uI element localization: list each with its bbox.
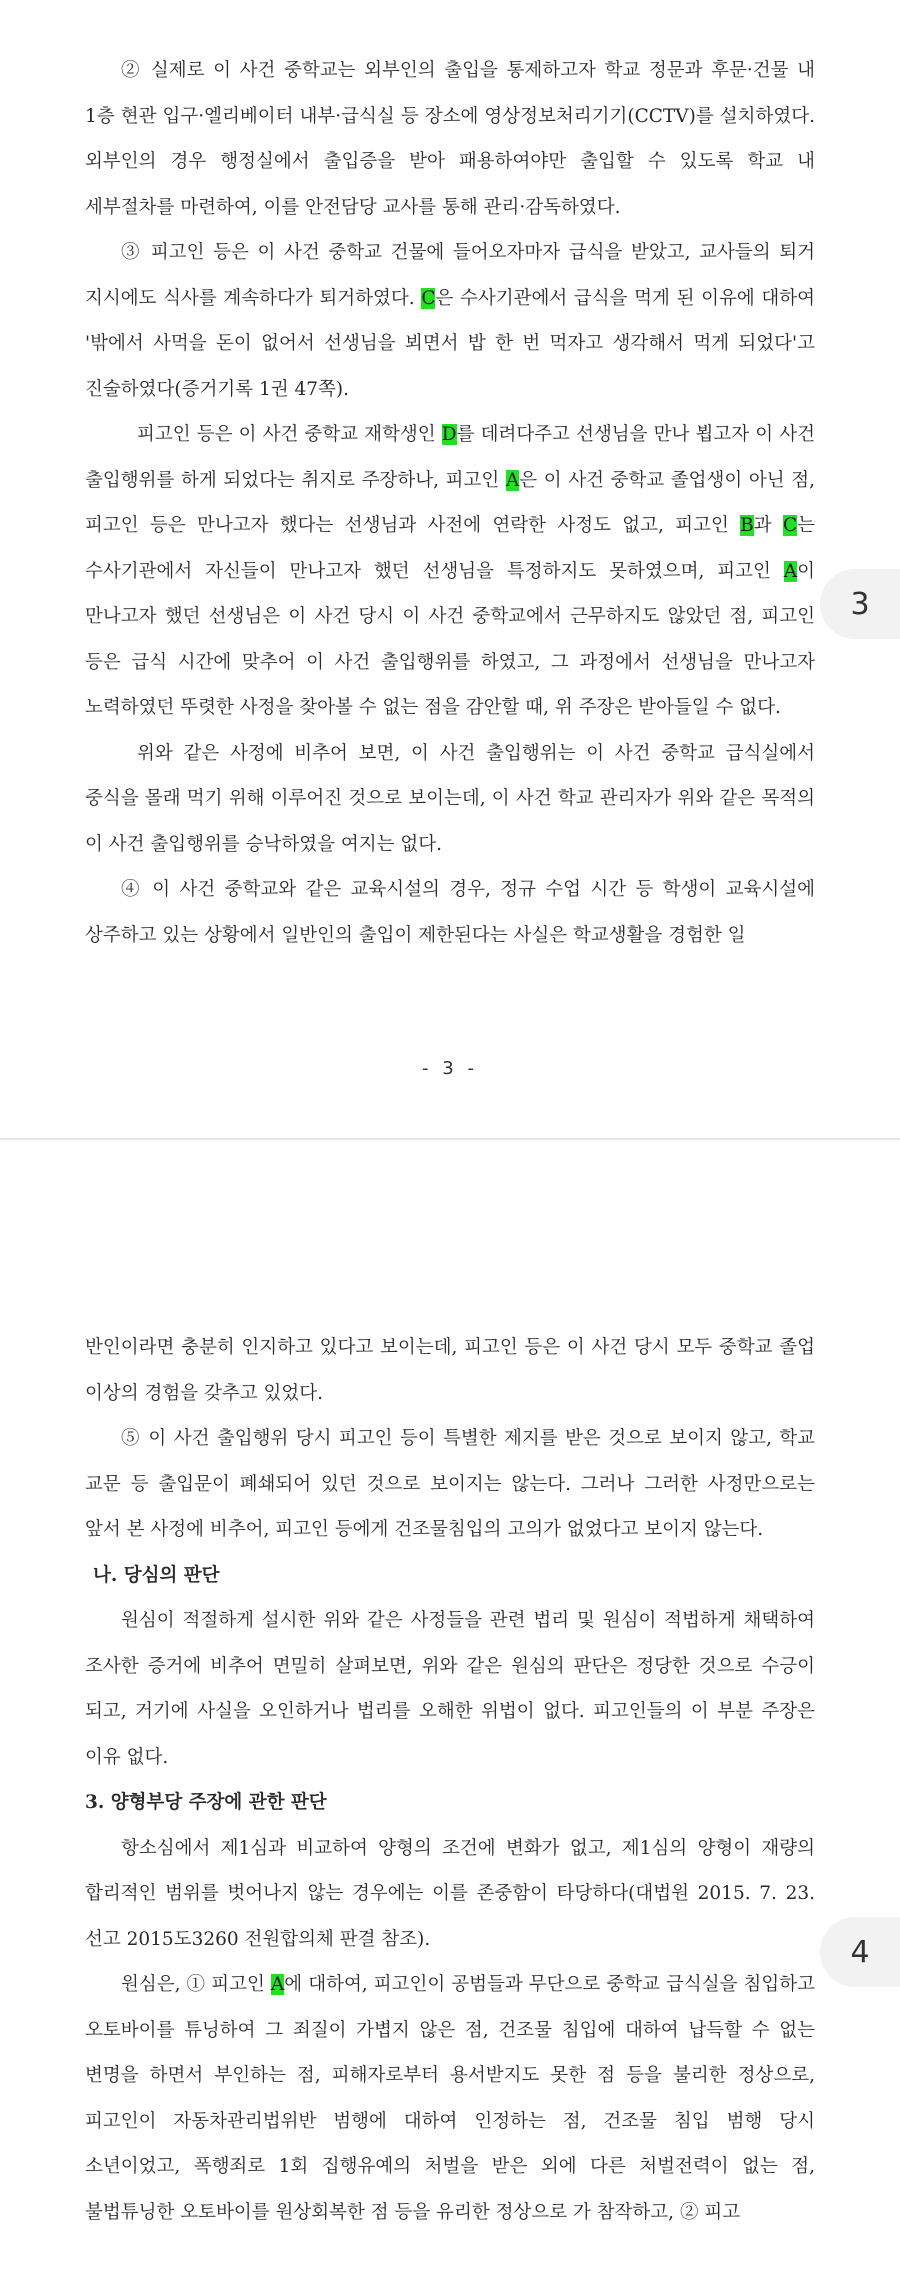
text-run: 위와 같은 사정에 비추어 보면, 이 사건 출입행위는 이 사건 중학교 급식실에서 중식을 몰래 먹기 위해 이루어진 것으로 보이는데, 이 사건 학교 관리자가 위와 같은 목적의 이 사건 출입행위를 승낙하였을 여지는 없다.	[85, 742, 815, 855]
highlighted-party-initial: C	[421, 287, 436, 309]
highlighted-party-initial: A	[783, 560, 798, 582]
text-run: 반인이라면 충분히 인지하고 있다고 보이는데, 피고인 등은 이 사건 당시 모두 중학교 졸업 이상의 경험을 갖추고 있었다.	[85, 1337, 815, 1404]
document-page-3	[0, 0, 900, 1138]
text-run: 는 수사기관에서 자신들이 만나고자 했던 선생님을 특정하지도 못하였으며, 피고인	[85, 515, 815, 582]
page-3-body	[85, 48, 815, 958]
page-number-footer: - 3 -	[422, 1058, 478, 1079]
text-run: 과	[753, 515, 783, 536]
text-run: 이 만나고자 했던 선생님은 이 사건 당시 이 사건 중학교에서 근무하지도 않았던 점, 피고인 등은 급식 시간에 맞추어 이 사건 출입행위를 하였고, 그 과정에서 선생님을 만나고자 노력하였던 뚜렷한 사정을 찾아볼 수 없는 점을 감안할 때, 위 주장은 받아들일 수 없다.	[85, 560, 815, 718]
text-run: ② 실제로 이 사건 중학교는 외부인의 출입을 통제하고자 학교 정문과 후문·건물 내 1층 현관 입구·엘리베이터 내부·급식실 등 장소에 영상정보처리기기(CCTV)를 설치하였다. 외부인의 경우 행정실에서 출입증을 받아 패용하여야만 출입할 수 있도록 학교 내 세부절차를 마련하여, 이를 안전담당 교사를 통해 관리·감독하였다.	[85, 60, 815, 218]
section-heading	[85, 1553, 815, 1599]
highlighted-party-initial: D	[441, 424, 457, 445]
text-run: ③ 피고인 등은 이 사건 중학교 건물에 들어오자마자 급식을 받았고, 교사들의 퇴거 지시에도 식사를 계속하다가 퇴거하였다.	[85, 242, 815, 309]
paragraph	[85, 1325, 815, 1416]
paragraph	[85, 230, 815, 412]
paragraph	[85, 1826, 815, 1963]
text-run: 나. 당심의 판단	[93, 1564, 220, 1586]
highlighted-party-initial: A	[505, 469, 520, 491]
page-indicator-badge[interactable]: 3	[820, 569, 900, 639]
text-run: 은 이 사건 중학교 졸업생이 아닌 점, 피고인 등은 만나고자 했다는 선생님과 사전에 연락한 사정도 없고, 피고인	[85, 469, 815, 536]
highlighted-party-initial: B	[740, 515, 754, 536]
text-run: 피고인 등은 이 사건 중학교 재학생인	[137, 424, 442, 445]
paragraph	[85, 1962, 815, 2235]
text-run: 은 수사기관에서 급식을 먹게 된 이유에 대하여 '밖에서 사먹을 돈이 없어서 선생님을 뵈면서 밥 한 번 먹자고 생각해서 먹게 되었다'고 진술하였다(증거기록 1권 47쪽).	[85, 287, 815, 400]
paragraph	[85, 1598, 815, 1780]
text-run: 항소심에서 제1심과 비교하여 양형의 조건에 변화가 없고, 제1심의 양형이 재량의 합리적인 범위를 벗어나지 않는 경우에는 이를 존중함이 타당하다(대법원 2015. 7. 23. 선고 2015도3260 전원합의체 판결 참조).	[85, 1837, 815, 1950]
highlighted-party-initial: C	[782, 515, 798, 536]
paragraph	[85, 48, 815, 230]
text-run: 원심은, ① 피고인	[121, 1974, 271, 1995]
paragraph	[85, 1416, 815, 1553]
text-run: 3. 양형부당 주장에 관한 판단	[85, 1792, 327, 1813]
text-run: 원심이 적절하게 설시한 위와 같은 사정들을 관련 법리 및 원심이 적법하게 채택하여 조사한 증거에 비추어 면밀히 살펴보면, 위와 같은 원심의 판단은 정당한 것으로 수긍이 되고, 거기에 사실을 오인하거나 법리를 오해한 위법이 없다. 피고인들의 이 부분 주장은 이유 없다.	[85, 1610, 815, 1768]
document-page-4	[0, 1140, 900, 2290]
text-run: ④ 이 사건 중학교와 같은 교육시설의 경우, 정규 수업 시간 등 학생이 교육시설에 상주하고 있는 상황에서 일반인의 출입이 제한된다는 사실은 학교생활을 경험한 일	[85, 879, 815, 946]
paragraph	[85, 867, 815, 958]
text-run: 에 대하여, 피고인이 공범들과 무단으로 중학교 급식실을 침입하고 오토바이를 튜닝하여 그 죄질이 가볍지 않은 점, 건조물 침입에 대하여 납득할 수 없는 변명을 하면서 부인하는 점, 피해자로부터 용서받지도 못한 점 등을 불리한 정상으로, 피고인이 자동차관리법위반 범행에 대하여 인정하는 점, 건조물 침입 범행 당시 소년이었고, 폭행죄로 1회 집행유예의 처벌을 받은 외에 다른 처벌전력이 없는 점, 불법튜닝한 오토바이를 원상회복한 점 등을 유리한 정상으로 가 참작하고, ② 피고	[85, 1974, 815, 2223]
paragraph	[85, 731, 815, 868]
section-heading	[85, 1780, 815, 1826]
paragraph	[85, 412, 815, 731]
page-indicator-badge[interactable]: 4	[820, 1917, 900, 1987]
page-4-body	[85, 1325, 815, 2235]
highlighted-party-initial: A	[270, 1974, 285, 1995]
text-run: ⑤ 이 사건 출입행위 당시 피고인 등이 특별한 제지를 받은 것으로 보이지 않고, 학교 교문 등 출입문이 폐쇄되어 있던 것으로 보이지는 않는다. 그러나 그러한 사정만으로는 앞서 본 사정에 비추어, 피고인 등에게 건조물침입의 고의가 없었다고 보이지 않는다.	[85, 1428, 815, 1540]
text-run: 를 데려다주고 선생님을 만나 뵙고자 이 사건 출입행위를 하게 되었다는 취지로 주장하나, 피고인	[85, 424, 815, 491]
